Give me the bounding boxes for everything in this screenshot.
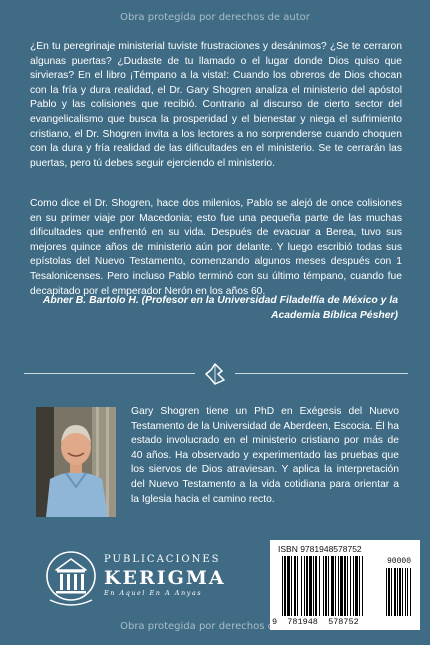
ice-shard-icon: [195, 361, 235, 387]
publisher-brand: KERIGMA: [104, 567, 226, 589]
copyright-watermark-top: Obra protegida por derechos de autor: [120, 12, 310, 23]
publisher-tagline: En Aquel En A Anyas: [104, 589, 203, 597]
barcode-digits: 9 781948 578752: [272, 617, 359, 627]
endorsement-attribution: Abner B. Bartolo H. (Profesor en la Universidad Filadelfía de México y la Academia Bíblica Pésher): [42, 295, 398, 321]
copyright-watermark-bottom: Obra protegida por derechos de autor: [120, 621, 310, 632]
publisher-name: PUBLICACIONES: [104, 554, 221, 565]
author-bio: Gary Shogren tiene un PhD en Exégesis del Nuevo Testamento de la Universidad de Aberdeen, Escocia. Él ha estado involucrado en el ministerio cristiano por más de 40 años. Ha observado y experimentado las pruebas que los siervos de Dios atraviesan. Y aplica la interpretación del Nuevo Testamento a la vida cotidiana para orientar a la Iglesia hacia el camino recto.: [131, 406, 399, 505]
price-code: 90000: [387, 557, 412, 566]
synopsis-paragraph-2: Como dice el Dr. Shogren, hace dos milenios, Pablo se alejó de once colisiones en su primer viaje por Macedonia; esto fue una pequeña parte de las muchas dificultades que enfrentó en su vida. Después de evacuar a Berea, tuvo sus mejores quince años de ministerio aún por delante. Y luego escribió todas sus epístolas del Nuevo Testamento, comenzando algunos meses después con 1 Tesalonicenses. Pero incluso Pablo terminó con su último témpano, cuando fue decapitado por el emperador Nerón en los años 60.: [30, 198, 402, 297]
isbn-label: ISBN 9781948578752: [278, 544, 362, 554]
temple-seal-icon: [44, 548, 98, 608]
isbn-barcode: [270, 540, 420, 630]
publisher-logo: [44, 548, 244, 608]
author-photo: [36, 407, 116, 517]
synopsis-paragraph-1: ¿En tu peregrinaje ministerial tuviste frustraciones y desánimos? ¿Se te cerraron algunas puertas? ¿Dudaste de tu llamado o el lugar donde Dios quiso que sirvieras? En el libro ¡Témpano a la vista!: Cuando los obreros de Dios chocan con la fría y dura realidad, el Dr. Gary Shogren analiza el ministerio del apóstol Pablo y las colisiones que recibió. Contrario al discurso de cierto sector del evangelicalismo que busca la prosperidad y el bienestar y niega el sufrimiento cristiano, el Dr. Shogren invita a los lectores a no sorprenderse cuando choquen con la dura y fría realidad de las dificultades en el ministerio. Se te cerrarán las puertas, pero tú debes seguir ejerciendo el ministerio.: [30, 41, 402, 169]
